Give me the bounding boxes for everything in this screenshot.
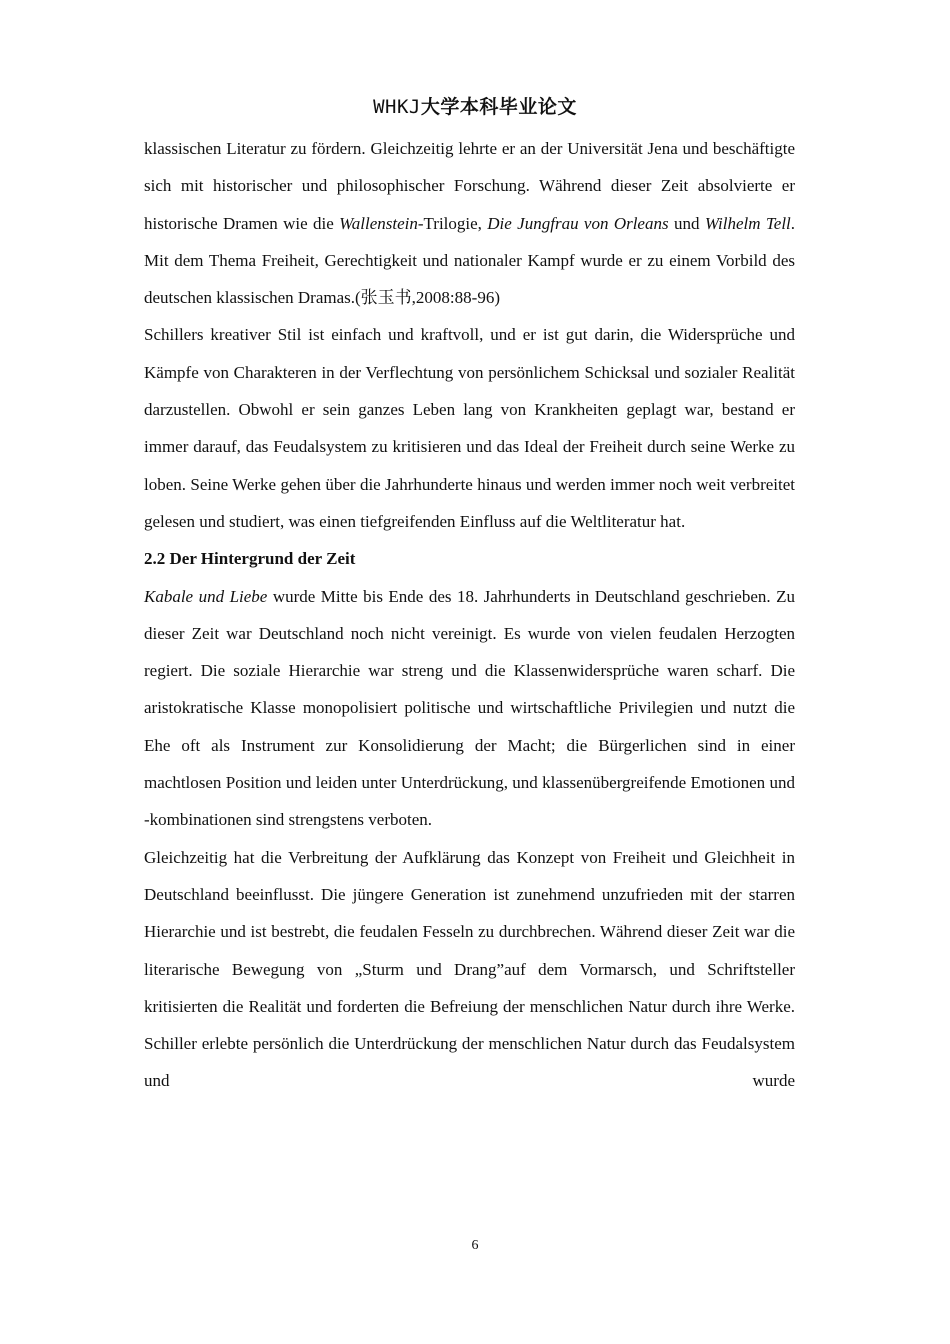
paragraph-historical-background	[144, 578, 795, 839]
paragraph-enlightenment: Gleichzeitig hat die Verbreitung der Aufklärung das Konzept von Freiheit und Gleichheit in Deutschland beeinflusst. Die jüngere Generation ist zunehmend unzufrieden mit der starren Hierarchie und ist bestrebt, die feudalen Fesseln zu durchbrechen. Während dieser Zeit war die literarische Bewegung von „Sturm und Drang”auf dem Vormarsch, und Schriftsteller kritisierten die Realität und forderten die Befreiung der menschlichen Natur durch ihre Werke. Schiller erlebte persönlich die Unterdrückung der menschlichen Natur durch das Feudalsystem und wurde	[144, 847, 795, 1091]
title-kabale-und-liebe: Kabale und Liebe	[144, 586, 268, 606]
page-number: 6	[471, 1238, 479, 1253]
title-jungfrau: Die Jungfrau von Orleans	[487, 213, 669, 233]
header-title: 大学本科毕业论文	[420, 96, 577, 118]
header-latin: WHKJ	[373, 96, 421, 118]
title-wilhelm-tell: Wilhelm Tell	[704, 213, 791, 233]
title-wallenstein: Wallenstein	[339, 213, 418, 233]
section-heading: 2.2 Der Hintergrund der Zeit	[144, 549, 356, 569]
paragraph-schiller-style: Schillers kreativer Stil ist einfach und kraftvoll, und er ist gut darin, die Widersprüche und Kämpfe von Charakteren in der Verflechtung von persönlichem Schicksal und sozialer Realität darzustellen. Obwohl er sein ganzes Leben lang von Krankheiten geplagt war, bestand er immer darauf, das Feudalsystem zu kritisieren und das Ideal der Freiheit durch seine Werke zu loben. Seine Werke gehen über die Jahrhunderte hinaus und werden immer noch weit verbreitet gelesen und studiert, was einen tiefgreifenden Einfluss auf die Weltliteratur hat.	[144, 325, 795, 531]
text-span: . Mit dem Thema Freiheit, Gerechtigkeit und nationaler Kampf wurde er zu einem Vorbild des deutschen klassischen Dramas.(张玉书,2008:88-96)	[144, 213, 796, 308]
text-span: -Trilogie,	[417, 213, 488, 233]
text-span: wurde Mitte bis Ende des 18. Jahrhunderts in Deutschland geschrieben. Zu dieser Zeit war Deutschland noch nicht vereinigt. Es wurde von vielen feudalen Herzogten regiert. Die soziale Hierarchie war streng und die Klassenwidersprüche waren scharf. Die aristokratische Klasse monopolisiert politische und wirtschaftliche Privilegien und nutzt die Ehe oft als Instrument zur Konsolidierung der Macht; die Bürgerlichen sind in einer machtlosen Position und leiden unter Unterdrückung, und klassenübergreifende Emotionen und -kombinationen sind strengstens verboten.	[144, 586, 795, 830]
text-span: klassischen Literatur zu fördern. Gleichzeitig lehrte er an der Universität Jena und beschäftigte sich mit historischer und philosophischer Forschung. Während dieser Zeit absolvierte er historische Dramen wie die	[144, 139, 795, 233]
document-body	[144, 130, 795, 1100]
paragraph-schiller-works	[144, 130, 795, 316]
page-header	[0, 93, 950, 121]
text-span: und	[668, 213, 705, 233]
